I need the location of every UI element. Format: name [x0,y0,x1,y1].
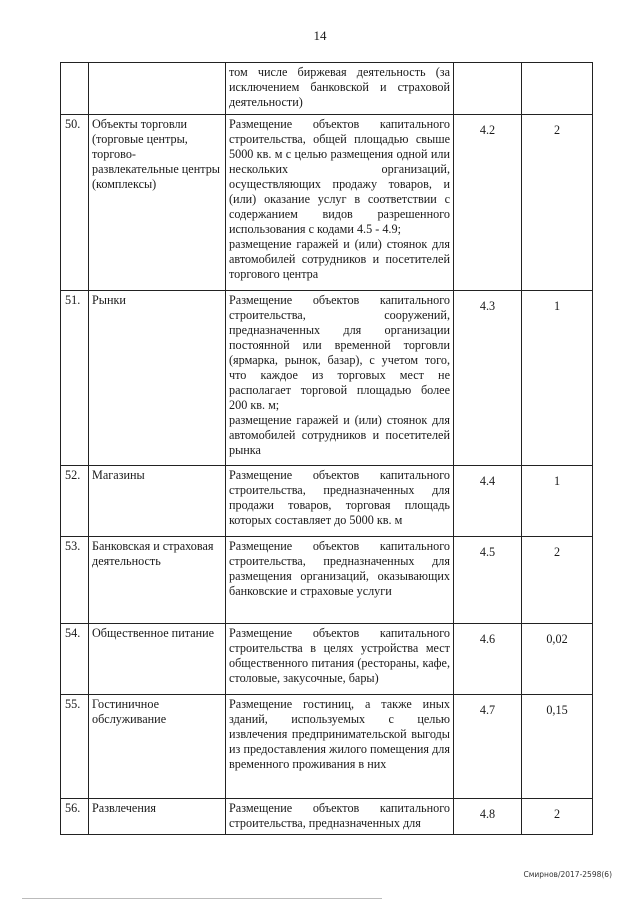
page-number: 14 [313,28,327,43]
use-code: 4.4 [454,466,522,537]
use-name [89,63,226,115]
use-name: Общественное питание [89,624,226,695]
use-description [226,63,454,115]
use-code: 4.8 [454,799,522,835]
use-code: 4.6 [454,624,522,695]
use-description [226,799,454,835]
description-paragraph: Размещение объектов капитального строительства в целях устройства мест общественного питания (рестораны, кафе, столовые, закусочные, бары) [229,626,450,685]
use-coefficient: 1 [522,466,593,537]
use-description [226,695,454,799]
use-coefficient: 2 [522,115,593,291]
use-code: 4.2 [454,115,522,291]
use-name: Гостиничное обслуживание [89,695,226,799]
use-code: 4.5 [454,537,522,624]
row-number: 55. [61,695,89,799]
table-row [61,291,593,466]
description-paragraph: размещение гаражей и (или) стоянок для автомобилей сотрудников и посетителей рынка [229,413,450,457]
table-row [61,63,593,115]
use-name: Развлечения [89,799,226,835]
description-paragraph: Размещение объектов капитального строительства, общей площадью свыше 5000 кв. м с целью размещения одной или нескольких организаций, осуществляющих продажу товаров, и (или) оказание услуг в соответствии с содержанием видов разрешенного использования с кодами 4.5 - 4.9; [229,117,450,236]
row-number: 52. [61,466,89,537]
use-coefficient [522,63,593,115]
use-name: Магазины [89,466,226,537]
use-name: Банковская и страховая деятельность [89,537,226,624]
use-description [226,537,454,624]
scan-edge-line [22,898,382,899]
row-number: 53. [61,537,89,624]
use-name: Рынки [89,291,226,466]
table-row [61,624,593,695]
use-description [226,115,454,291]
table-row [61,799,593,835]
table-row [61,466,593,537]
use-description [226,291,454,466]
description-paragraph: Размещение объектов капитального строительства, предназначенных для продажи товаров, торговая площадь которых составляет до 5000 кв. м [229,468,450,527]
description-paragraph: том числе биржевая деятельность (за исключением банковской и страховой деятельности) [229,65,450,109]
row-number: 54. [61,624,89,695]
use-coefficient: 2 [522,537,593,624]
use-code: 4.7 [454,695,522,799]
description-paragraph: Размещение объектов капитального строительства, предназначенных для размещения организаций, оказывающих банковские и страховые услуги [229,539,450,598]
description-paragraph: Размещение объектов капитального строительства, предназначенных для [229,801,450,830]
row-number [61,63,89,115]
use-description [226,624,454,695]
use-coefficient: 0,15 [522,695,593,799]
row-number: 56. [61,799,89,835]
use-name: Объекты торговли (торговые центры, торгово-развлекательные центры (комплексы) [89,115,226,291]
use-code: 4.3 [454,291,522,466]
document-stamp: Смирнов/2017-2598(6) [523,870,612,879]
use-coefficient: 0,02 [522,624,593,695]
use-coefficient: 1 [522,291,593,466]
table-row [61,695,593,799]
table-row [61,115,593,291]
land-use-table [60,62,593,835]
row-number: 50. [61,115,89,291]
description-paragraph: Размещение объектов капитального строительства, сооружений, предназначенных для организации постоянной или временной торговли (ярмарка, рынок, базар), с учетом того, что каждое из торговых мест не располагает торговой площадью более 200 кв. м; [229,293,450,412]
use-description [226,466,454,537]
use-coefficient: 2 [522,799,593,835]
table-row [61,537,593,624]
description-paragraph: размещение гаражей и (или) стоянок для автомобилей сотрудников и посетителей торгового центра [229,237,450,281]
description-paragraph: Размещение гостиниц, а также иных зданий, используемых с целью извлечения предпринимательской выгоды из предоставления жилого помещения для временного проживания в них [229,697,450,771]
row-number: 51. [61,291,89,466]
use-code [454,63,522,115]
